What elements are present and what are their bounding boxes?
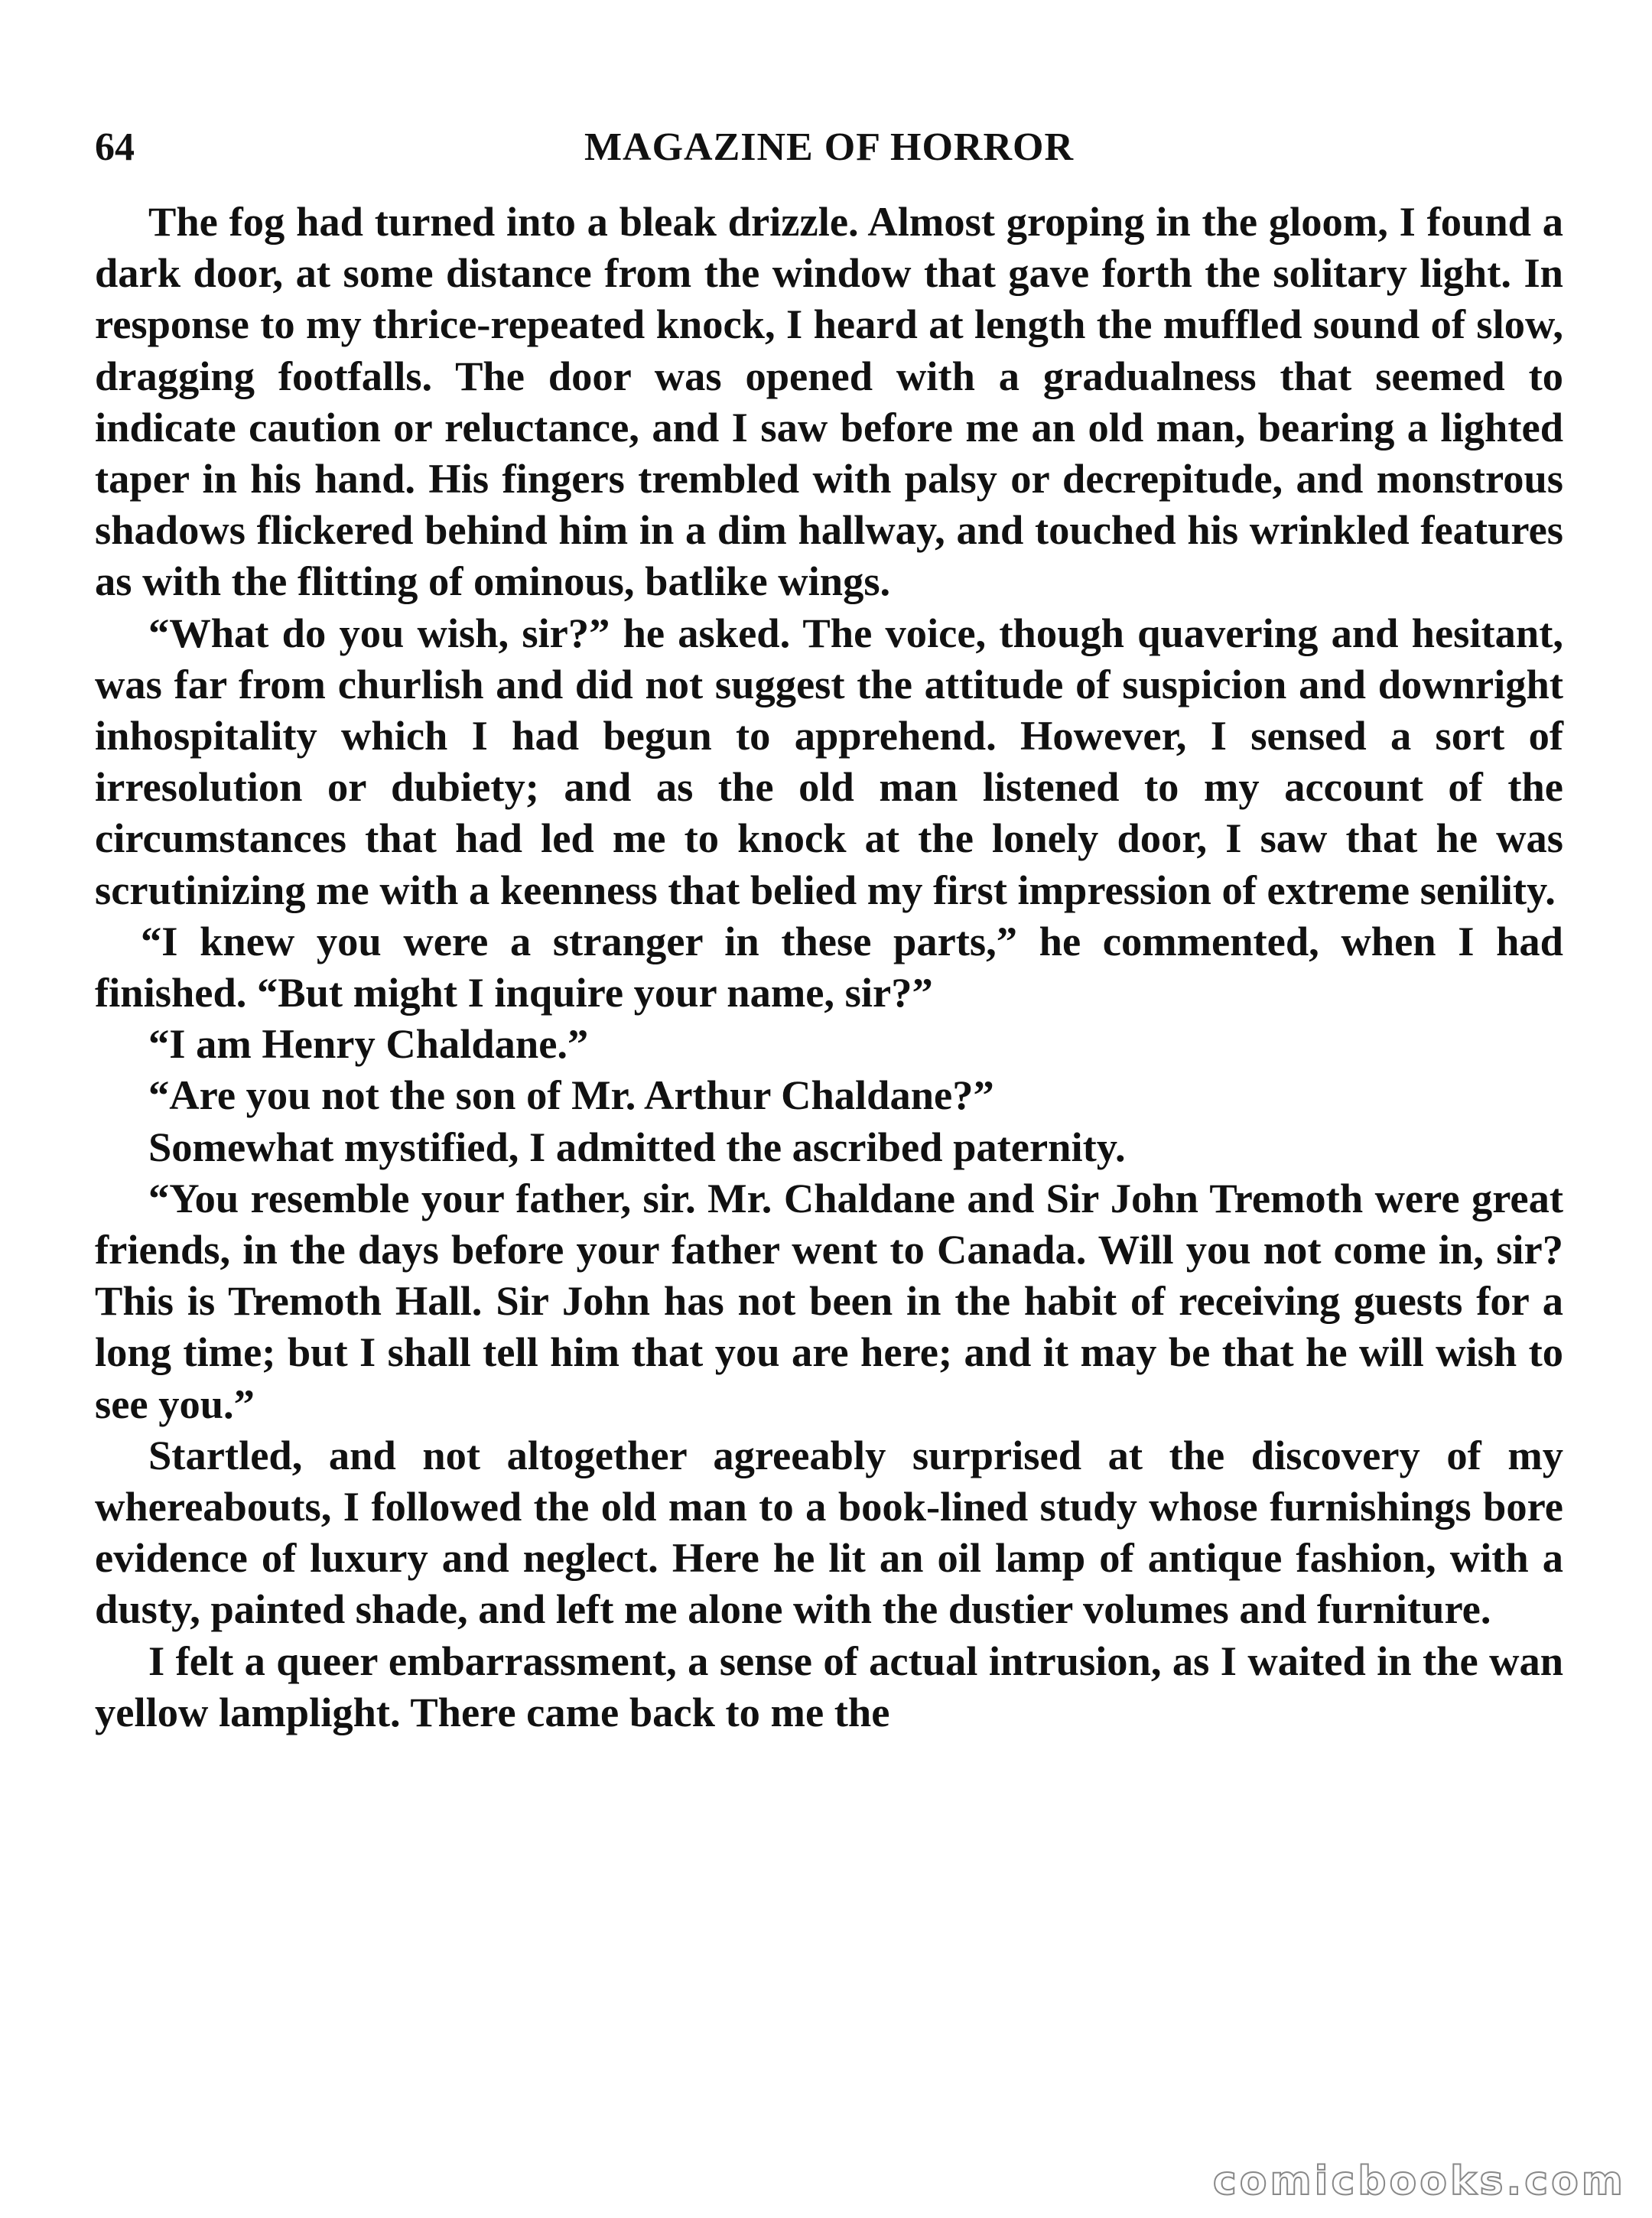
running-title: MAGAZINE OF HORROR: [584, 125, 1075, 169]
story-text: [95, 196, 1563, 1738]
paragraph: “Are you not the son of Mr. Arthur Chaldane?”: [148, 1072, 994, 1119]
paragraph: The fog had turned into a bleak drizzle. Almost groping in the gloom, I found a dark door, at some distance from the window that gave forth the solitary light. In response to my thrice-repeated knock, I heard at length the muffled sound of slow, dragging footfalls. The door was opened with a gradualness that seemed to indicate caution or reluctance, and I saw before me an old man, bearing a lighted taper in his hand. His fingers trembled with palsy or decrepitude, and monstrous shadows flickered behind him in a dim hallway, and touched his wrinkled features as with the flitting of ominous, batlike wings.: [95, 198, 1563, 605]
paragraph: “You resemble your father, sir. Mr. Chaldane and Sir John Tremoth were great friends, in the days before your father went to Canada. Will you not come in, sir? This is Tremoth Hall. Sir John has not been in the habit of receiving guests for a long time; but I shall tell him that you are here; and it may be that he will wish to see you.”: [95, 1174, 1563, 1427]
page-header: [95, 121, 1563, 174]
paragraph: Somewhat mystified, I admitted the ascribed paternity.: [148, 1123, 1126, 1170]
paragraph: “I knew you were a stranger in these parts,” he commented, when I had finished. “But might I inquire your name, sir?”: [95, 917, 1563, 1016]
paragraph: “I am Henry Chaldane.”: [148, 1020, 589, 1068]
paragraph: Startled, and not altogether agreeably surprised at the discovery of my whereabouts, I followed the old man to a book-lined study whose furnishings bore evidence of luxury and neglect. Here he lit an oil lamp of antique fashion, with a dusty, painted shade, and left me alone with the dustier volumes and furniture.: [95, 1431, 1563, 1633]
paragraph: I felt a queer embarrassment, a sense of actual intrusion, as I waited in the wan yellow lamplight. There came back to me the: [95, 1637, 1563, 1735]
site-watermark: comicbooks.com: [1212, 2158, 1626, 2204]
page-number: 64: [95, 125, 135, 169]
paragraph: “What do you wish, sir?” he asked. The voice, though quavering and hesitant, was far from churlish and did not suggest the attitude of suspicion and downright inhospitality which I had begun to apprehend. However, I sensed a sort of irresolution or dubiety; and as the old man listened to my account of the circumstances that had led me to knock at the lonely door, I saw that he was scrutinizing me with a keenness that belied my first impression of extreme senility.: [95, 609, 1563, 913]
